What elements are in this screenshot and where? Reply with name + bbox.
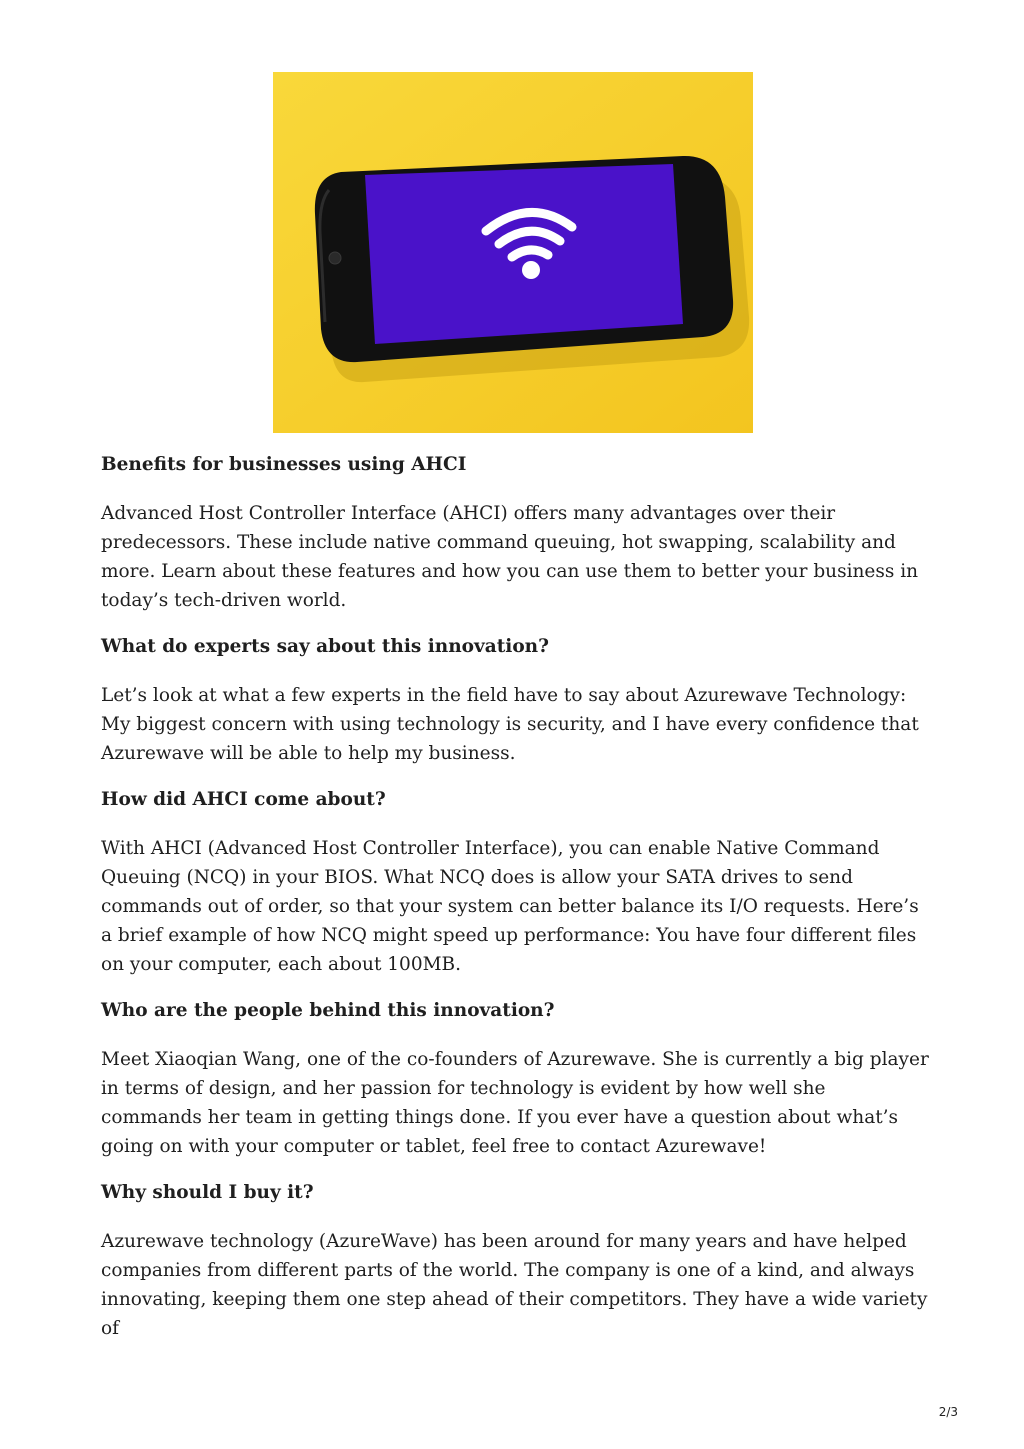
section-paragraph: Let’s look at what a few experts in the field have to say about Azurewave Technology: My biggest concern with using technology is security, and I have every confidence that Azurewave will be able to help my business. (101, 685, 919, 764)
hero-image (273, 72, 753, 433)
phone-photo (273, 72, 753, 433)
section-heading: Why should I buy it? (101, 1182, 314, 1203)
page-number: 2/3 (938, 1405, 958, 1419)
section-paragraph: Azurewave technology (AzureWave) has been around for many years and have helped companies from different parts of the world. The company is one of a kind, and always innovating, keeping them one step ahead of their competitors. They have a wide variety of (101, 1231, 928, 1339)
section-paragraph: Meet Xiaoqian Wang, one of the co-founders of Azurewave. She is currently a big player in terms of design, and her passion for technology is evident by how well she commands her team in getting things done. If you ever have a question about what’s going on with your computer or tablet, feel free to contact Azurewave! (101, 1049, 929, 1157)
article-body (101, 450, 931, 1343)
section-heading: Who are the people behind this innovation? (101, 1000, 555, 1021)
section-heading: Benefits for businesses using AHCI (101, 454, 467, 475)
section-paragraph: With AHCI (Advanced Host Controller Interface), you can enable Native Command Queuing (NCQ) in your BIOS. What NCQ does is allow your SATA drives to send commands out of order, so that your system can better balance its I/O requests. Here’s a brief example of how NCQ might speed up performance: You have four different files on your computer, each about 100MB. (101, 838, 919, 975)
section-heading: What do experts say about this innovation? (101, 636, 549, 657)
section-heading: How did AHCI come about? (101, 789, 386, 810)
section-paragraph: Advanced Host Controller Interface (AHCI) offers many advantages over their predecessors. These include native command queuing, hot swapping, scalability and more. Learn about these features and how you can use them to better your business in today’s tech-driven world. (101, 503, 919, 611)
